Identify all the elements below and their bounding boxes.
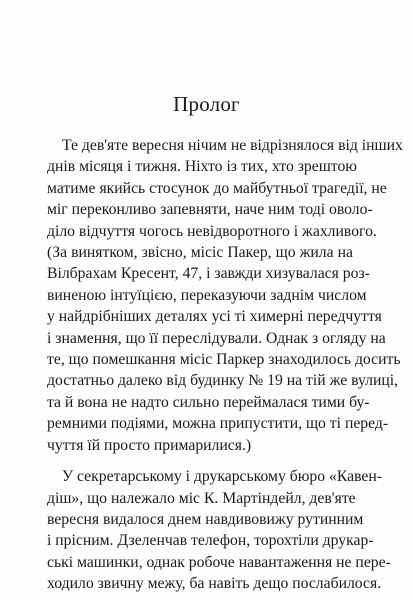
text-line: (За винятком, звісно, місіс Пакер, що жила на — [47, 244, 353, 262]
text-line: діло відчуття чогось невідворотного і жахливого. — [47, 222, 377, 240]
text-line: вересня видалося днем навдивовижу рутинним — [47, 510, 364, 528]
text-line: те, що помешкання місіс Паркер знаходилось досить — [47, 351, 401, 369]
text-line: У секретарському і друкарському бюро «Кавен- — [62, 468, 382, 486]
text-line: і прісним. Дзеленчав телефон, торохтіли друкар- — [47, 532, 374, 550]
text-line: днів місяця і тижня. Ніхто із тих, хто зрештою — [47, 158, 358, 176]
body-text — [47, 135, 403, 595]
text-line: у найдрібніших деталях усі ті химерні передчуття — [47, 308, 382, 326]
text-line: Вілбрахам Кресент, 47, і завжди хизувалася роз- — [47, 265, 370, 283]
paragraph-gap — [47, 456, 353, 466]
text-line: достатньо далеко від будинку № 19 на тій же вулиці, — [47, 372, 399, 390]
text-line: виненою інтуїцією, переказуючи заднім числом — [47, 286, 367, 304]
text-line: ходило звичну межу, ба навіть дещо послабилося. — [47, 575, 382, 593]
chapter-heading: Пролог — [173, 92, 240, 116]
text-line: та й вона не надто сильно переймалася тими бу- — [47, 393, 370, 411]
text-line: матиме якийсь стосунок до майбутньої трагедії, не — [47, 179, 387, 197]
text-line: чуття їй просто примарилися.) — [47, 436, 252, 454]
text-line: ремними подіями, можна припустити, що ті перед- — [47, 415, 389, 433]
text-line: і знамення, що її переслідували. Однак з огляду на — [47, 329, 386, 347]
text-line: міг переконливо запевняти, наче ним тоді оволо- — [47, 201, 373, 219]
paragraph-2 — [47, 466, 391, 594]
text-line: діш», що належало міс К. Мартіндейл, дев'яте — [47, 489, 356, 507]
text-line: Те дев'яте вересня нічим не відрізнялося від інших — [62, 137, 403, 154]
paragraph-1 — [47, 135, 403, 456]
text-line: ські машинки, однак робоче навантаження не пере- — [47, 553, 391, 571]
